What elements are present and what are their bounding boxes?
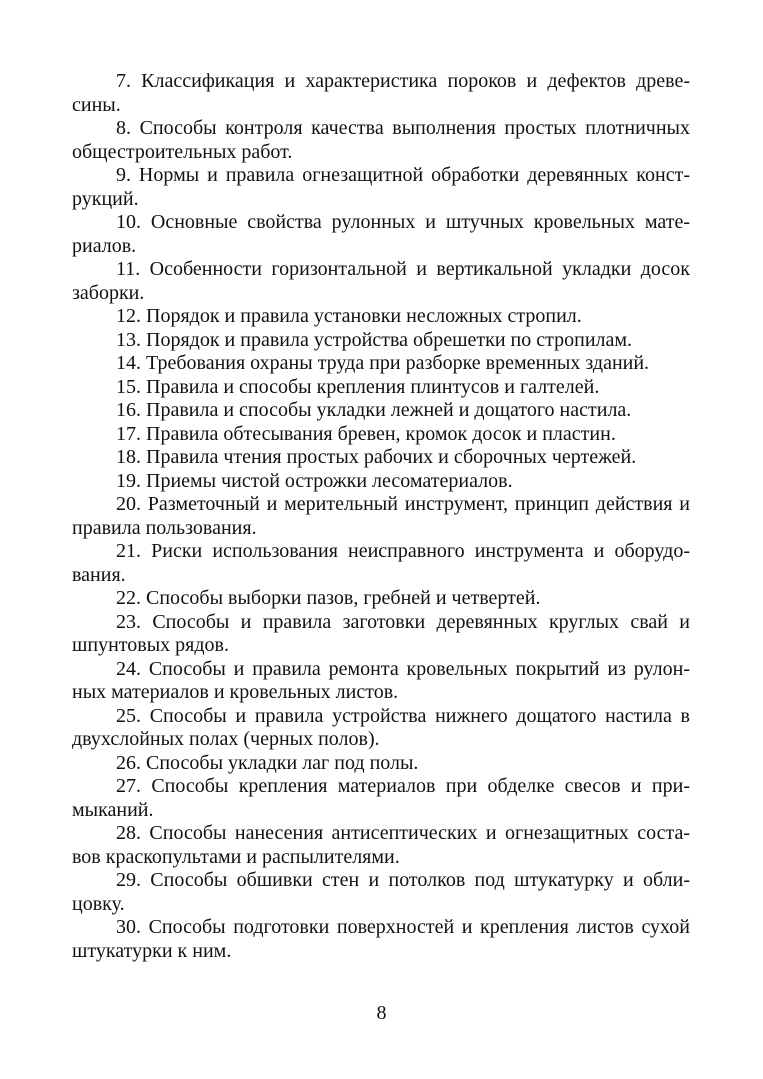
list-item: 22. Способы выборки пазов, гребней и четвертей. [116, 587, 541, 609]
list-item: 28. Способы нанесения антисептических и огнезащитных составов краскопультами и распылителями. [72, 822, 690, 868]
list-item: 10. Основные свойства рулонных и штучных кровельных материалов. [72, 211, 690, 257]
list-item: 21. Риски использования неисправного инструмента и оборудования. [72, 540, 690, 586]
list-item: 27. Способы крепления материалов при обделке свесов и примыканий. [72, 775, 690, 821]
list-item: 20. Разметочный и мерительный инструмент, принцип действия и правила пользования. [72, 493, 690, 539]
list-item: 8. Способы контроля качества выполнения простых плотничных общестроительных работ. [72, 117, 690, 163]
list-item: 24. Способы и правила ремонта кровельных покрытий из рулонных материалов и кровельных листов. [72, 657, 690, 703]
list-item: 18. Правила чтения простых рабочих и сборочных чертежей. [116, 446, 637, 468]
list-item: 14. Требования охраны труда при разборке временных зданий. [116, 352, 650, 374]
list-item: 23. Способы и правила заготовки деревянных круглых свай и шпунтовых рядов. [72, 610, 690, 656]
document-page [72, 70, 690, 963]
list-item: 29. Способы обшивки стен и потолков под штукатурку и облицовку. [72, 869, 690, 915]
list-item: 26. Способы укладки лаг под полы. [116, 751, 419, 774]
list-item: 13. Порядок и правила устройства обрешетки по стропилам. [116, 328, 633, 351]
list-item: 19. Приемы чистой острожки лесоматериалов. [116, 469, 513, 492]
list-item: 15. Правила и способы крепления плинтусов и галтелей. [116, 375, 600, 398]
page-number: 8 [376, 1002, 387, 1024]
list-item: 25. Способы и правила устройства нижнего дощатого настила в двухслойных полах (черных полов). [72, 704, 690, 750]
list-item: 9. Нормы и правила огнезащитной обработки деревянных конструкций. [72, 164, 690, 210]
list-item: 11. Особенности горизонтальной и вертикальной укладки досок заборки. [72, 258, 690, 304]
list-item: 16. Правила и способы укладки лежней и дощатого настила. [116, 399, 632, 421]
list-item: 30. Способы подготовки поверхностей и крепления листов сухой штукатурки к ним. [72, 916, 690, 962]
list-item: 17. Правила обтесывания бревен, кромок досок и пластин. [116, 422, 616, 445]
list-item: 7. Классификация и характеристика пороков и дефектов древесины. [72, 70, 690, 116]
list-item: 12. Порядок и правила установки несложных стропил. [116, 305, 582, 327]
